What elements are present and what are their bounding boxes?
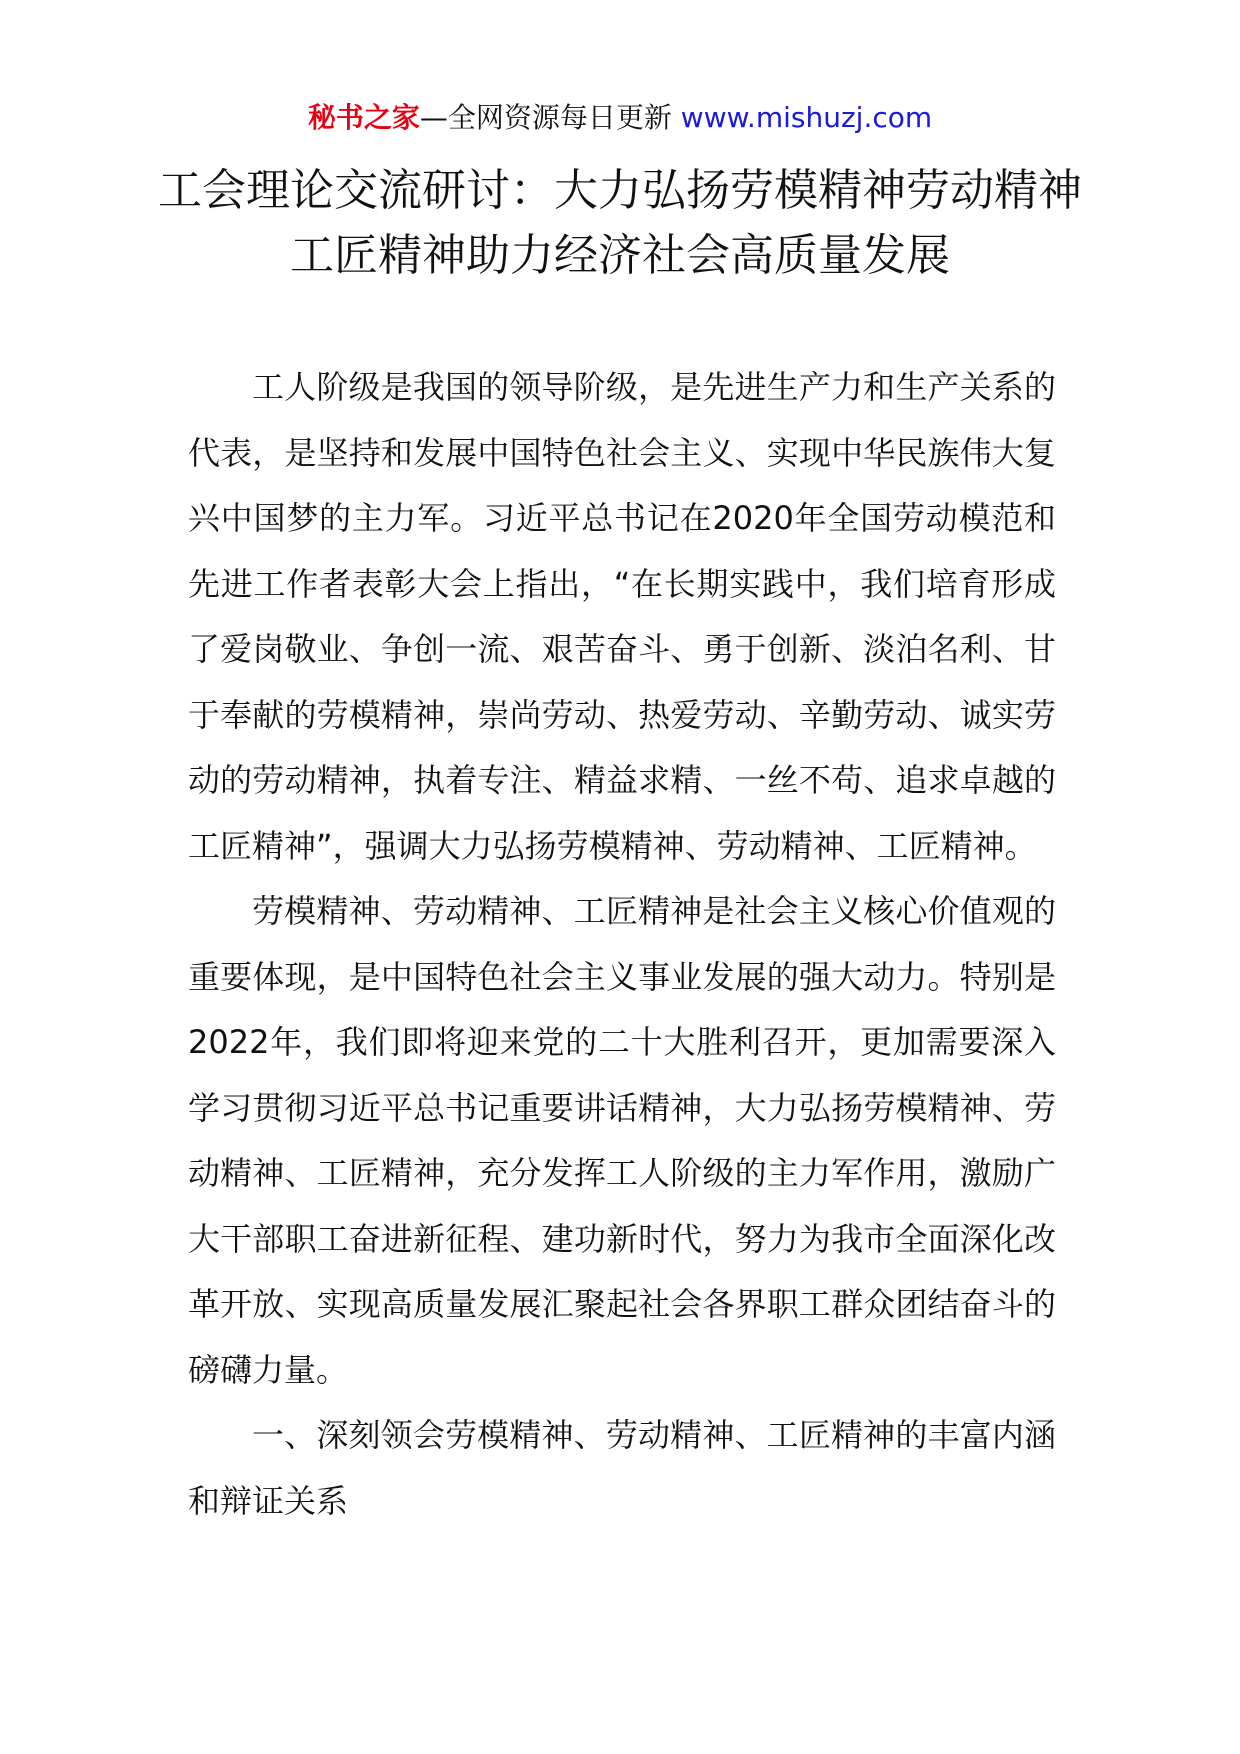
section-heading: 一、深刻领会劳模精神、劳动精神、工匠精神的丰富内涵和辩证关系 (188, 1416, 1056, 1520)
body-paragraph: 劳模精神、劳动精神、工匠精神是社会主义核心价值观的重要体现，是中国特色社会主义事业发展的强大动力。特别是2022年，我们即将迎来党的二十大胜利召开，更加需要深入学习贯彻习近平总书记重要讲话精神，大力弘扬劳模精神、劳动精神、工匠精神，充分发挥工人阶级的主力军作用，激励广大干部职工奋进新征程、建功新时代，努力为我市全面深化改革开放、实现高质量发展汇聚起社会各界职工群众团结奋斗的磅礴力量。 (188, 892, 1056, 1389)
document-title: 工会理论交流研讨：大力弘扬劳模精神劳动精神工匠精神助力经济社会高质量发展 (158, 165, 1082, 281)
header-tagline: —全网资源每日更新 (419, 101, 672, 134)
site-url-link[interactable]: www.mishuzj.com (680, 101, 933, 134)
document-body (188, 355, 1056, 1534)
brand-name: 秘书之家 (307, 101, 420, 134)
body-paragraph: 工人阶级是我国的领导阶级，是先进生产力和生产关系的代表，是坚持和发展中国特色社会主义、实现中华民族伟大复兴中国梦的主力军。习近平总书记在2020年全国劳动模范和先进工作者表彰大会上指出，“在长期实践中，我们培育形成了爱岗敬业、争创一流、艰苦奋斗、勇于创新、淡泊名利、甘于奉献的劳模精神，崇尚劳动、热爱劳动、辛勤劳动、诚实劳动的劳动精神，执着专注、精益求精、一丝不苟、追求卓越的工匠精神”，强调大力弘扬劳模精神、劳动精神、工匠精神。 (188, 368, 1056, 865)
site-header (0, 98, 1240, 138)
